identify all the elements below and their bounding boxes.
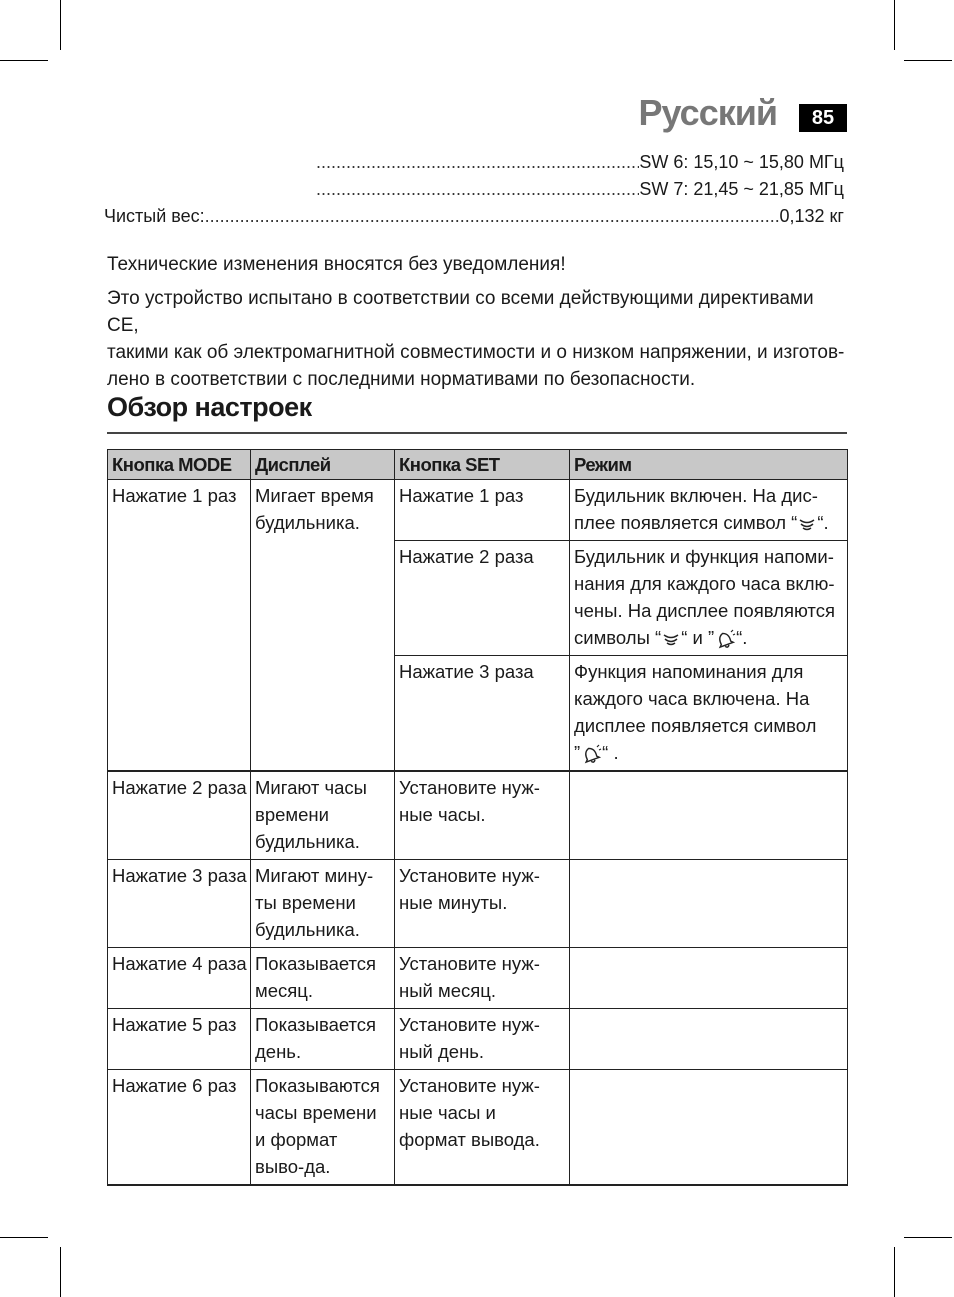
- cell-display: Показывается месяц.: [251, 948, 395, 1009]
- cell-set: Нажатие 3 раза: [395, 656, 570, 772]
- spec-row: [316, 152, 844, 173]
- crop-mark: [904, 1237, 952, 1238]
- alarm-waves-icon: [661, 631, 681, 647]
- regime-line: Функция напоминания для: [574, 661, 804, 682]
- regime-line: [574, 739, 843, 766]
- ce-compliance-note: [107, 285, 847, 393]
- table-row: [108, 1070, 848, 1186]
- changes-note: Технические изменения вносятся без уведомления!: [107, 254, 566, 275]
- header-set-button: Кнопка SET: [395, 450, 570, 480]
- cell-mode: Нажатие 5 раз: [108, 1009, 251, 1070]
- header-regime: Режим: [570, 450, 848, 480]
- regime-text: “.: [736, 627, 748, 648]
- cell-mode: Нажатие 1 раз: [108, 480, 251, 772]
- crop-mark: [60, 0, 61, 50]
- bell-icon: [714, 629, 736, 649]
- spec-value: SW 7: 21,45 ~ 21,85 МГц: [639, 179, 844, 199]
- cell-regime: [570, 860, 848, 948]
- table-row: [108, 948, 848, 1009]
- cell-set: Нажатие 2 раза: [395, 541, 570, 656]
- cell-regime: [570, 541, 848, 656]
- cell-display: Показывается день.: [251, 1009, 395, 1070]
- spec-label: Чистый вес:: [104, 206, 205, 226]
- spec-value: SW 6: 15,10 ~ 15,80 МГц: [639, 152, 844, 172]
- regime-line: каждого часа включена. На: [574, 688, 810, 709]
- regime-line: нания для каждого часа вклю-: [574, 573, 835, 594]
- crop-mark: [0, 60, 48, 61]
- cell-mode: Нажатие 4 раза: [108, 948, 251, 1009]
- crop-mark: [894, 1247, 895, 1297]
- spec-row: [316, 179, 844, 200]
- crop-mark: [0, 1237, 48, 1238]
- regime-text: “.: [817, 512, 829, 533]
- cell-mode: Нажатие 6 раз: [108, 1070, 251, 1186]
- ce-line: Это устройство испытано в соответствии со всеми действующими директивами CE,: [107, 288, 814, 336]
- cell-regime: [570, 656, 848, 772]
- regime-text: символы “: [574, 627, 662, 648]
- bell-icon: [580, 744, 602, 764]
- section-divider: [107, 432, 847, 434]
- crop-mark: [60, 1247, 61, 1297]
- header-mode-button: Кнопка MODE: [108, 450, 251, 480]
- cell-set: Нажатие 1 раз: [395, 480, 570, 541]
- crop-mark: [894, 0, 895, 50]
- leader-dots: [316, 179, 639, 200]
- cell-regime: [570, 1070, 848, 1186]
- regime-line: [574, 509, 843, 536]
- cell-set: Установите нуж-ные минуты.: [395, 860, 570, 948]
- table-header-row: [108, 450, 848, 480]
- cell-display: Мигают часы времени будильника.: [251, 771, 395, 860]
- cell-set: Установите нуж-ный месяц.: [395, 948, 570, 1009]
- ce-line: такими как об электромагнитной совместимости и о низком напряжении, и изготов-: [107, 342, 845, 363]
- table-row: [108, 480, 848, 541]
- header-display: Дисплей: [251, 450, 395, 480]
- cell-mode: Нажатие 2 раза: [108, 771, 251, 860]
- ce-line: лено в соответствии с последними нормативами по безопасности.: [107, 369, 696, 390]
- cell-display: Показываются часы времени и формат выво-да.: [251, 1070, 395, 1186]
- regime-text: “ и ”: [681, 627, 715, 648]
- settings-table: [107, 449, 848, 1186]
- cell-regime: [570, 1009, 848, 1070]
- cell-set: Установите нуж-ные часы и формат вывода.: [395, 1070, 570, 1186]
- alarm-waves-icon: [797, 516, 817, 532]
- table-row: [108, 771, 848, 860]
- table-row: [108, 1009, 848, 1070]
- regime-line: Будильник и функция напоми-: [574, 546, 834, 567]
- regime-line: [574, 624, 843, 651]
- cell-regime: [570, 480, 848, 541]
- leader-dots: [205, 206, 780, 227]
- cell-regime: [570, 948, 848, 1009]
- regime-line: чены. На дисплее появляются: [574, 600, 835, 621]
- spec-value: 0,132 кг: [779, 206, 844, 226]
- language-title: Русский: [638, 92, 777, 133]
- page-number: 85: [799, 104, 847, 132]
- regime-text: плее появляется символ “: [574, 512, 798, 533]
- regime-text: ”: [574, 742, 581, 763]
- cell-set: Установите нуж-ный день.: [395, 1009, 570, 1070]
- cell-set: Установите нуж-ные часы.: [395, 771, 570, 860]
- cell-display: Мигают мину-ты времени будильника.: [251, 860, 395, 948]
- regime-text: “ .: [602, 742, 619, 763]
- crop-mark: [904, 60, 952, 61]
- spec-row: [104, 206, 844, 227]
- cell-regime: [570, 771, 848, 860]
- cell-mode: Нажатие 3 раза: [108, 860, 251, 948]
- leader-dots: [316, 152, 639, 173]
- regime-line: дисплее появляется символ: [574, 715, 817, 736]
- table-row: [108, 860, 848, 948]
- regime-line: Будильник включен. На дис-: [574, 485, 818, 506]
- section-title: Обзор настроек: [107, 392, 312, 422]
- cell-display: Мигает время будильника.: [251, 480, 395, 772]
